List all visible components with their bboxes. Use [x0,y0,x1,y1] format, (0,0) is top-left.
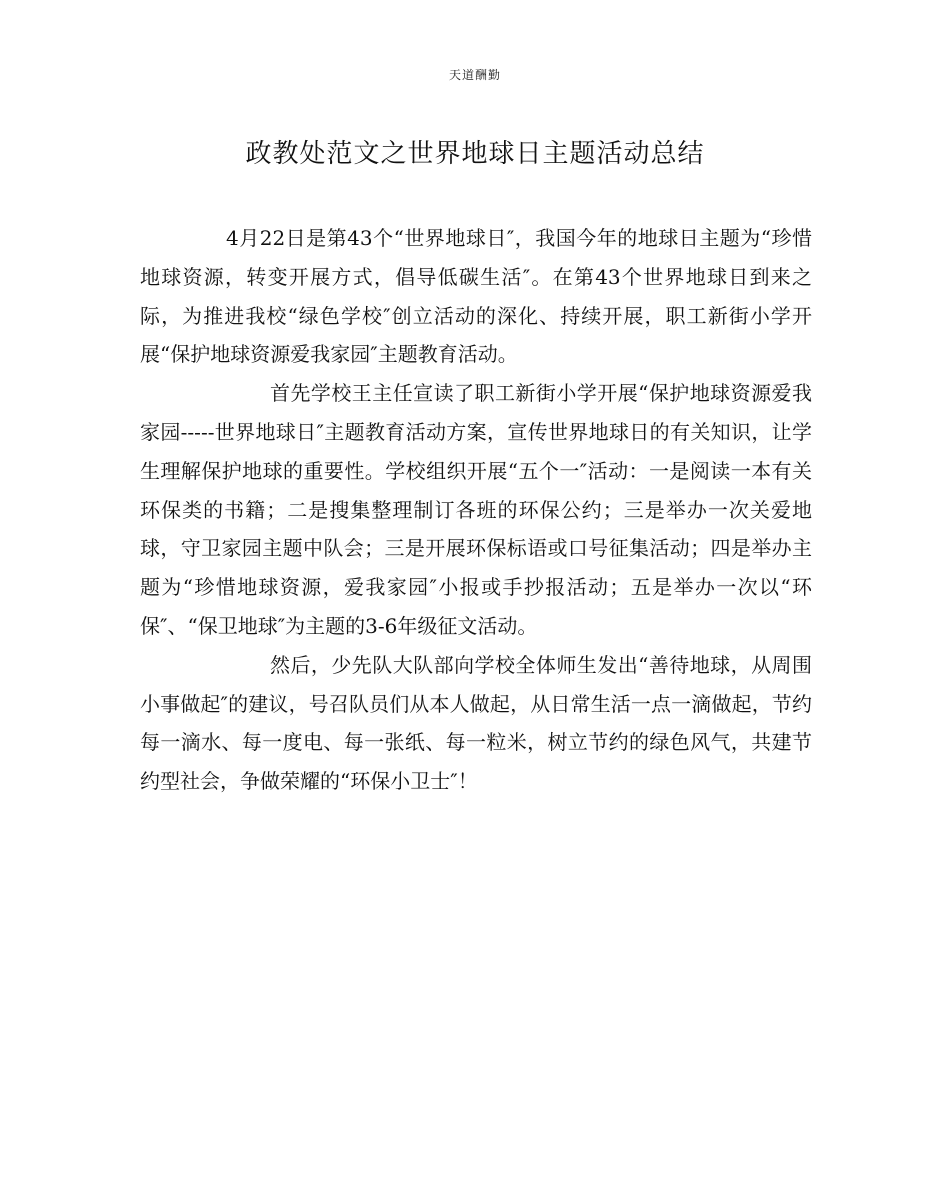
document-body [140,219,812,801]
paragraph-activities: 首先学校王主任宣读了职工新街小学开展“保护地球资源爱我家园-----世界地球日″主题教育活动方案，宣传世界地球日的有关知识，让学生理解保护地球的重要性。学校组织开展“五个一″活动：一是阅读一本有关环保类的书籍；二是搜集整理制订各班的环保公约；三是举办一次关爱地球，守卫家园主题中队会；三是开展环保标语或口号征集活动；四是举办主题为“珍惜地球资源，爱我家园″小报或手抄报活动；五是举办一次以“环保″、“保卫地球″为主题的3-6年级征文活动。 [140,381,812,638]
paragraph-intro: 4月22日是第43个“世界地球日″，我国今年的地球日主题为“珍惜地球资源，转变开展方式，倡导低碳生活″。在第43个世界地球日到来之际，为推进我校“绿色学校″创立活动的深化、持续开展，职工新街小学开展“保护地球资源爱我家园″主题教育活动。 [140,226,812,367]
paragraph-proposal: 然后，少先队大队部向学校全体师生发出“善待地球，从周围小事做起″的建议，号召队员们从本人做起，从日常生活一点一滴做起，节约每一滴水、每一度电、每一张纸、每一粒米，树立节约的绿色风气，共建节约型社会，争做荣耀的“环保小卫士″！ [140,652,812,794]
page-header: 天道酬勤 [448,68,501,82]
document-title: 政教处范文之世界地球日主题活动总结 [245,139,705,169]
